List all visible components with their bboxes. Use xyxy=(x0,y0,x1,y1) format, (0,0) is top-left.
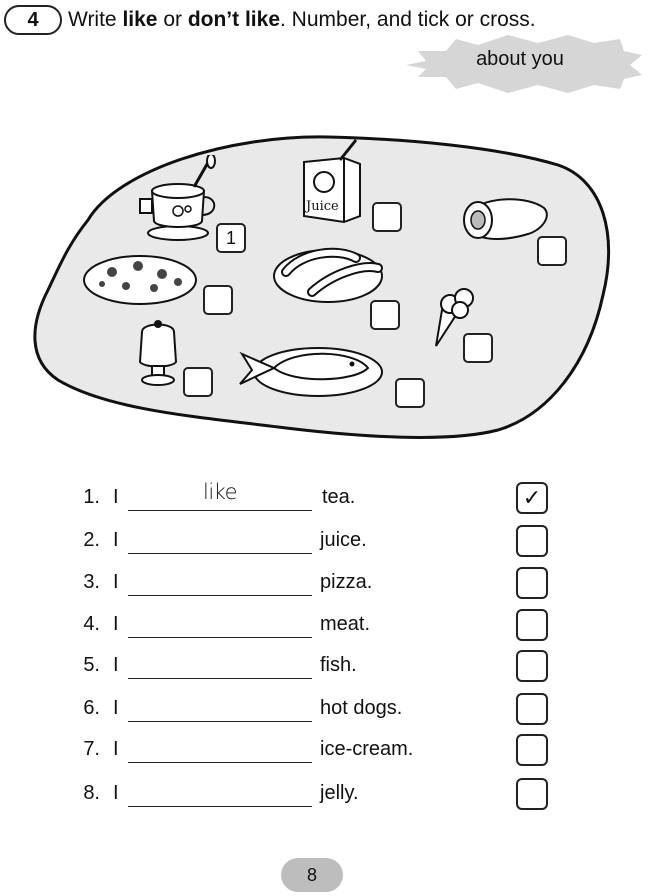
row-number: 2. xyxy=(83,529,100,551)
picture-number-box-ice-cream[interactable] xyxy=(463,333,493,363)
answer-line xyxy=(128,595,312,596)
answer-field[interactable]: like xyxy=(202,480,237,504)
row-number: 1. xyxy=(83,486,100,508)
instruction-part: Write xyxy=(68,8,123,31)
row-pronoun: I xyxy=(113,571,119,593)
row-pronoun: I xyxy=(113,654,119,676)
sentence-row-7 xyxy=(0,730,648,770)
picture-number-box-meat[interactable] xyxy=(537,236,567,266)
instruction-part: . Number, and tick or cross. xyxy=(280,8,536,31)
answer-line xyxy=(128,637,312,638)
tick-cross-box[interactable] xyxy=(516,609,548,641)
instruction-text xyxy=(68,6,536,34)
fish-icon xyxy=(234,340,386,400)
answer-line xyxy=(128,678,312,679)
tick-cross-box[interactable] xyxy=(516,650,548,682)
row-food-word: ice-cream. xyxy=(320,738,414,760)
answer-line xyxy=(128,553,312,554)
row-number: 8. xyxy=(83,782,100,804)
hotdog-icon xyxy=(272,244,388,306)
row-number: 4. xyxy=(83,613,100,635)
tick-cross-box[interactable] xyxy=(516,778,548,810)
row-food-word: jelly. xyxy=(320,782,359,804)
juice-box-icon xyxy=(300,138,364,224)
row-food-word: meat. xyxy=(320,613,371,635)
picture-number-box-hotdogs[interactable] xyxy=(370,300,400,330)
row-number: 7. xyxy=(83,738,100,760)
sentence-row-5 xyxy=(0,646,648,686)
sentence-row-6 xyxy=(0,689,648,729)
instruction-part: or xyxy=(157,8,188,31)
row-food-word: juice. xyxy=(320,529,367,551)
picture-number-box-pizza[interactable] xyxy=(203,285,233,315)
row-number: 5. xyxy=(83,654,100,676)
sentence-row-2 xyxy=(0,521,648,561)
tick-cross-box[interactable] xyxy=(516,525,548,557)
instruction-keyword-like: like xyxy=(122,8,158,31)
page-number: 8 xyxy=(306,865,317,885)
about-you-tag: about you xyxy=(476,48,564,70)
row-pronoun: I xyxy=(113,529,119,551)
picture-number-box-juice[interactable] xyxy=(372,202,402,232)
row-food-word: tea. xyxy=(322,486,356,508)
answer-line xyxy=(128,721,312,722)
tick-cross-box[interactable] xyxy=(516,567,548,599)
teacup-icon xyxy=(138,155,224,245)
tick-cross-box[interactable]: ✓ xyxy=(516,482,548,514)
instruction-keyword-dont-like: don’t like xyxy=(187,8,281,31)
row-pronoun: I xyxy=(113,613,119,635)
juice-box-label: Juice xyxy=(306,199,339,214)
row-food-word: pizza. xyxy=(320,571,373,593)
row-pronoun: I xyxy=(113,782,119,804)
tick-cross-box[interactable] xyxy=(516,734,548,766)
exercise-number: 4 xyxy=(27,9,39,31)
row-pronoun: I xyxy=(113,697,119,719)
sentence-row-4 xyxy=(0,605,648,645)
picture-number-box-fish[interactable] xyxy=(395,378,425,408)
sentence-row-3 xyxy=(0,563,648,603)
picture-number-box-tea[interactable]: 1 xyxy=(216,223,246,253)
answer-line xyxy=(128,510,312,511)
row-pronoun: I xyxy=(113,738,119,760)
row-pronoun: I xyxy=(113,486,119,508)
jelly-icon xyxy=(132,318,184,388)
row-number: 3. xyxy=(83,571,100,593)
row-food-word: hot dogs. xyxy=(320,697,403,719)
tick-cross-box[interactable] xyxy=(516,693,548,725)
answer-line xyxy=(128,806,312,807)
row-food-word: fish. xyxy=(320,654,357,676)
sentence-row-8 xyxy=(0,774,648,814)
pizza-icon xyxy=(82,252,200,308)
row-number: 6. xyxy=(83,697,100,719)
answer-line xyxy=(128,762,312,763)
picture-number-box-jelly[interactable] xyxy=(183,367,213,397)
sentence-row-1 xyxy=(0,478,648,518)
